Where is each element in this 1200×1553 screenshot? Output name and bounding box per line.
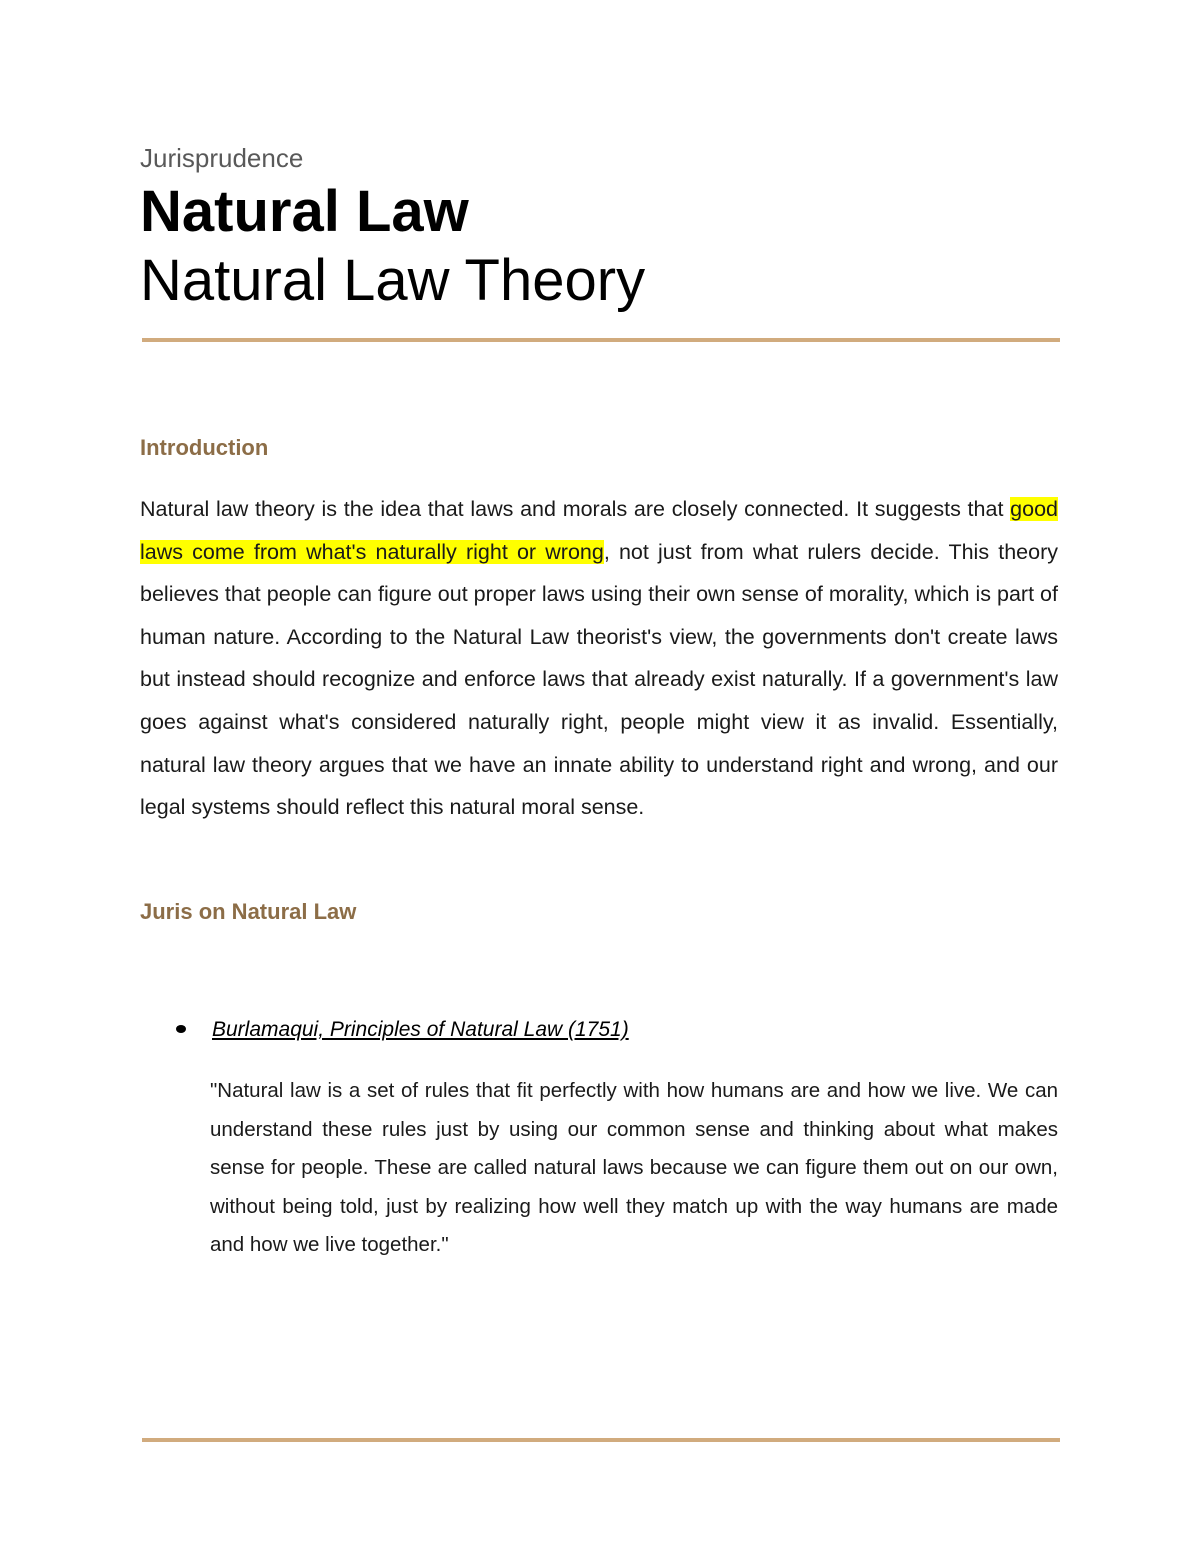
juris-heading: Juris on Natural Law — [140, 899, 357, 924]
citation-link[interactable]: Burlamaqui, Principles of Natural Law (1751) — [212, 1018, 629, 1041]
bottom-divider — [142, 1438, 1060, 1442]
introduction-text-end: , not just from what rulers decide. This theory believes that people can figure out proper laws using their own sense of morality, which is part of human nature. According to the Natural Law theorist's view, the governments don't create laws but instead should recognize and enforce laws that already exist naturally. If a government's law goes against what's considered naturally right, people might view it as invalid. Essentially, natural law theory argues that we have an innate ability to understand right and wrong, and our legal systems should reflect this natural moral sense. — [140, 539, 1059, 820]
highlighted-text: good laws come from what's naturally right or wrong — [140, 497, 1058, 564]
citation-quote: "Natural law is a set of rules that fit perfectly with how humans are and how we live. We can understand these rules just by using our common sense and thinking about what makes sense for people. These are called natural laws because we can figure them out on our own, without being told, just by realizing how well they match up with the way humans are made and how we live together." — [210, 1079, 1058, 1257]
subject-label: Jurisprudence — [140, 143, 304, 173]
document-subtitle: Natural Law Theory — [140, 248, 646, 313]
introduction-heading: Introduction — [140, 435, 269, 460]
introduction-paragraph — [140, 488, 1058, 829]
top-divider — [142, 338, 1060, 342]
bullet-icon — [176, 1025, 186, 1033]
document-title: Natural Law — [140, 179, 469, 244]
introduction-text-start: Natural law theory is the idea that laws and morals are closely connected. It suggests that — [140, 497, 1011, 521]
